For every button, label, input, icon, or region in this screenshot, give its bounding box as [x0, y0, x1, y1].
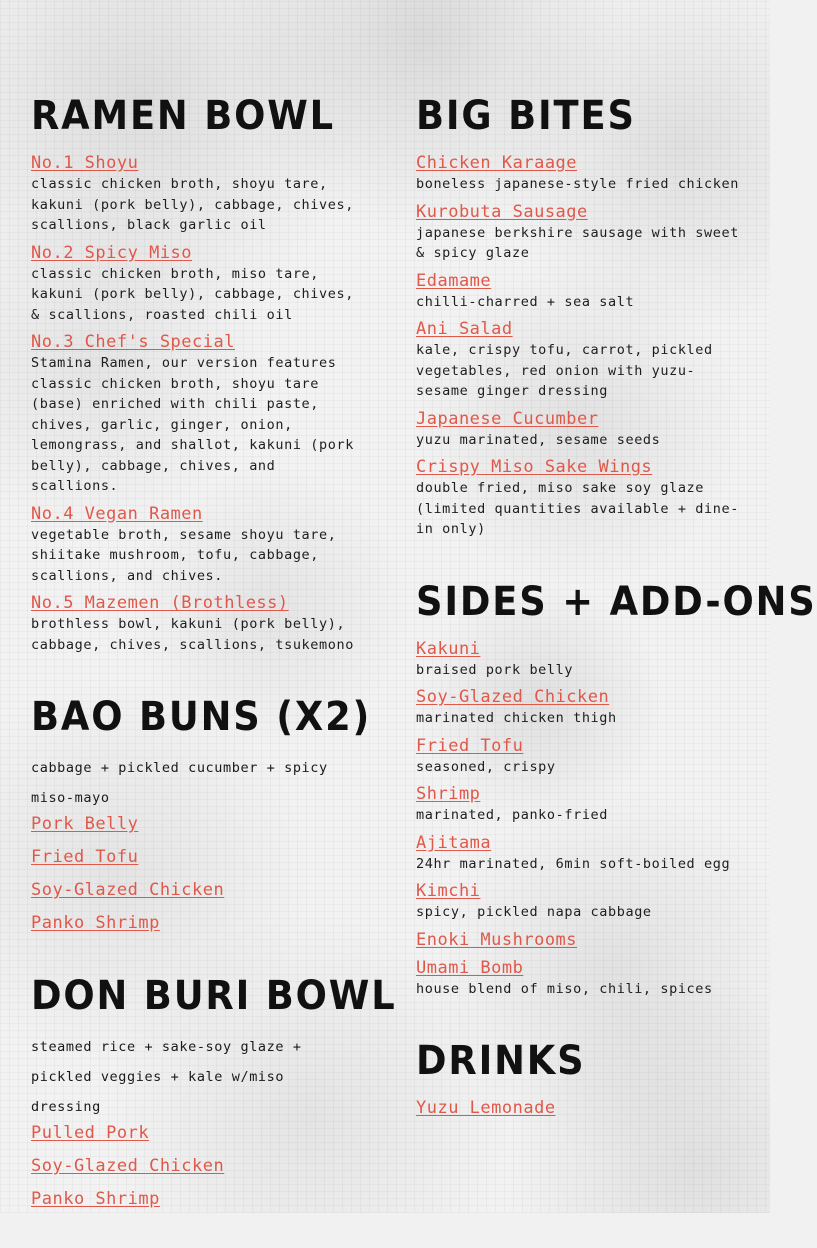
- menu-item: [31, 813, 361, 835]
- menu-item: [31, 1122, 361, 1144]
- right-menu-column: [416, 92, 817, 1157]
- menu-item: [416, 152, 746, 195]
- menu-item: [31, 331, 361, 497]
- menu-item-link-no-2-spicy-miso[interactable]: No.2 Spicy Miso: [31, 242, 193, 263]
- menu-item-description: japanese berkshire sausage with sweet & spicy glaze: [416, 224, 739, 261]
- menu-item-description: 24hr marinated, 6min soft-boiled egg: [416, 855, 731, 872]
- section-bao-buns-x2: [31, 693, 372, 934]
- menu-item-description: kale, crispy tofu, carrot, pickled vegetables, red onion with yuzu-sesame ginger dressing: [416, 342, 713, 399]
- section-title: BIG BITES: [416, 93, 636, 139]
- menu-item: [416, 456, 746, 540]
- menu-item-description: spicy, pickled napa cabbage: [416, 904, 652, 920]
- menu-item-description: marinated, panko-fried: [416, 807, 609, 823]
- menu-item-link-umami-bomb[interactable]: Umami Bomb: [416, 957, 524, 978]
- menu-item: [416, 880, 746, 923]
- section-drinks: [416, 1037, 746, 1119]
- menu-item-link-japanese-cucumber[interactable]: Japanese Cucumber: [416, 408, 599, 429]
- menu-item: [416, 638, 746, 681]
- menu-item-description: boneless japanese-style fried chicken: [416, 176, 739, 192]
- menu-item-description: yuzu marinated, sesame seeds: [416, 431, 661, 448]
- section-intro: steamed rice + sake-soy glaze + pickled veggies + kale w/miso dressing: [31, 1039, 302, 1115]
- menu-item-link-shrimp[interactable]: Shrimp: [416, 784, 481, 804]
- left-menu-column: [31, 92, 397, 1248]
- menu-item: [31, 1188, 361, 1210]
- menu-item-link-enoki-mushrooms[interactable]: Enoki Mushrooms: [416, 929, 578, 950]
- menu-item: [31, 152, 361, 236]
- menu-item-link-fried-tofu[interactable]: Fried Tofu: [416, 735, 524, 756]
- menu-item-link-chicken-karaage[interactable]: Chicken Karaage: [416, 153, 578, 173]
- menu-item-link-kakuni[interactable]: Kakuni: [416, 638, 481, 659]
- menu-item-description: house blend of miso, chili, spices: [416, 980, 713, 997]
- menu-item: [416, 201, 746, 264]
- menu-item: [416, 735, 746, 778]
- menu-item: [31, 846, 361, 868]
- menu-item: [31, 879, 361, 901]
- menu-item: [416, 929, 746, 951]
- menu-item: [416, 408, 746, 451]
- menu-item-link-fried-tofu[interactable]: Fried Tofu: [31, 847, 139, 867]
- menu-item-link-edamame[interactable]: Edamame: [416, 270, 492, 291]
- section-title: BAO BUNS (X2): [31, 694, 372, 740]
- menu-item: [31, 503, 361, 587]
- section-intro: cabbage + pickled cucumber + spicy miso-mayo: [31, 760, 328, 806]
- menu-item: [416, 783, 746, 826]
- menu-item-description: chilli-charred + sea salt: [416, 293, 635, 310]
- menu-item: [416, 1097, 746, 1119]
- menu-item-link-panko-shrimp[interactable]: Panko Shrimp: [31, 913, 160, 933]
- menu-item-description: braised pork belly: [416, 661, 574, 678]
- menu-item-link-soy-glazed-chicken[interactable]: Soy-Glazed Chicken: [31, 880, 225, 900]
- menu-item-link-no-4-vegan-ramen[interactable]: No.4 Vegan Ramen: [31, 503, 203, 524]
- menu-item-link-soy-glazed-chicken[interactable]: Soy-Glazed Chicken: [416, 687, 610, 707]
- menu-item-link-pork-belly[interactable]: Pork Belly: [31, 814, 139, 834]
- menu-item-description: marinated chicken thigh: [416, 710, 617, 726]
- menu-item-link-ajitama[interactable]: Ajitama: [416, 832, 492, 853]
- menu-item-description: brothless bowl, kakuni (pork belly), cabbage, chives, scallions, tsukemono: [31, 616, 354, 653]
- menu-item: [31, 242, 361, 326]
- menu-item: [416, 270, 746, 313]
- section-sides-add-ons: [416, 578, 817, 1000]
- section-big-bites: [416, 92, 746, 540]
- section-title: DON BURI BOWL: [31, 973, 397, 1019]
- menu-item: [416, 318, 746, 402]
- section-title: RAMEN BOWL: [31, 93, 335, 139]
- menu-item: [31, 912, 361, 934]
- menu-item-link-no-3-chef-s-special[interactable]: No.3 Chef's Special: [31, 332, 235, 352]
- menu-item: [416, 957, 746, 1000]
- section-ramen-bowl: [31, 92, 361, 655]
- section-title: SIDES + ADD-ONS: [416, 578, 817, 625]
- menu-item-link-soy-glazed-chicken[interactable]: Soy-Glazed Chicken: [31, 1156, 225, 1176]
- menu-item: [31, 1155, 361, 1177]
- menu-item-link-crispy-miso-sake-wings[interactable]: Crispy Miso Sake Wings: [416, 457, 653, 477]
- menu-item-description: classic chicken broth, shoyu tare, kakuni (pork belly), cabbage, chives, scallions, black garlic oil: [31, 176, 354, 233]
- section-title: DRINKS: [416, 1038, 586, 1084]
- menu-item-link-ani-salad[interactable]: Ani Salad: [416, 319, 513, 339]
- menu-item: [416, 686, 746, 729]
- menu-item-link-panko-shrimp[interactable]: Panko Shrimp: [31, 1189, 160, 1209]
- menu-item-link-kurobuta-sausage[interactable]: Kurobuta Sausage: [416, 201, 588, 222]
- menu-item-link-kimchi[interactable]: Kimchi: [416, 881, 481, 901]
- menu-item-description: double fried, miso sake soy glaze (limited quantities available + dine-in only): [416, 480, 739, 537]
- menu-item-link-no-5-mazemen-brothless[interactable]: No.5 Mazemen (Brothless): [31, 593, 289, 613]
- menu-item-description: Stamina Ramen, our version features classic chicken broth, shoyu tare (base) enriched with chili paste, chives, garlic, ginger, onion, lemongrass, and shallot, kakuni (pork belly), cabbage, chives, and scallions.: [31, 355, 354, 494]
- menu-item: [31, 592, 361, 655]
- menu-item-link-yuzu-lemonade[interactable]: Yuzu Lemonade: [416, 1098, 556, 1118]
- menu-item-link-no-1-shoyu[interactable]: No.1 Shoyu: [31, 153, 139, 173]
- section-don-buri-bowl: [31, 972, 397, 1210]
- menu-item-description: classic chicken broth, miso tare, kakuni (pork belly), cabbage, chives, & scallions, roasted chili oil: [31, 265, 354, 323]
- menu-item-description: vegetable broth, sesame shoyu tare, shiitake mushroom, tofu, cabbage, scallions, and chives.: [31, 526, 337, 584]
- menu-item: [416, 832, 746, 875]
- menu-item-link-pulled-pork[interactable]: Pulled Pork: [31, 1123, 150, 1143]
- menu-item-description: seasoned, crispy: [416, 758, 556, 775]
